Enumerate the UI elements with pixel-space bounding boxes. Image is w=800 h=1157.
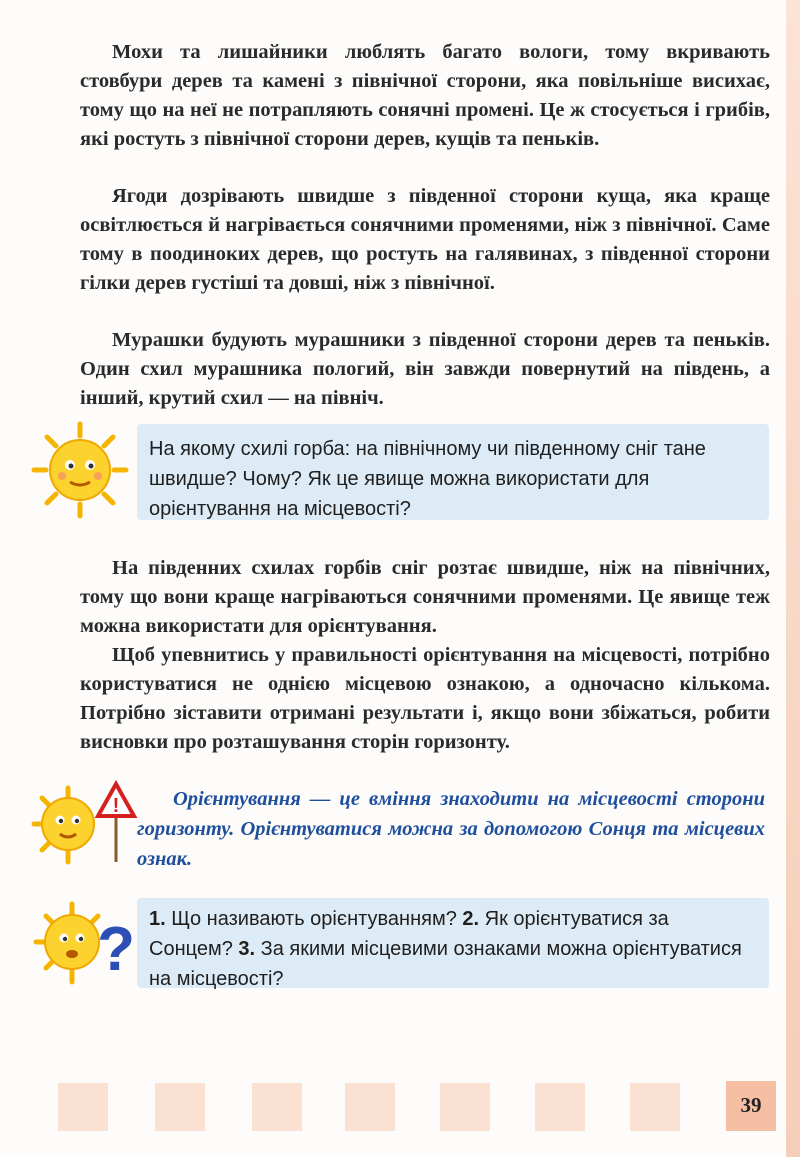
question-number-1: 1. xyxy=(149,908,166,930)
question-number-3: 3. xyxy=(238,938,256,960)
page-number: 39 xyxy=(740,1093,762,1117)
footer-square xyxy=(440,1083,490,1131)
footer-decoration xyxy=(0,1083,800,1131)
paragraph-verify: Щоб упевнитись у правильності орієнтування на місцевості, потрібно користуватися не однією місцевою ознакою, а одночасно кількома. Потрібно зіставити отримані результати і, якщо вони збіжаться, робити висновки про розташування сторін горизонту. xyxy=(80,644,770,753)
svg-text:?: ? xyxy=(97,915,135,984)
question-sun-icon xyxy=(30,900,135,990)
footer-square xyxy=(535,1083,585,1131)
thinking-sun-icon xyxy=(30,420,130,520)
warning-sun-icon xyxy=(28,782,134,868)
footer-square xyxy=(630,1083,680,1131)
definition-orientation: Орієнтування — це вміння знаходити на місцевості сторони горизонту. Орієнтуватися можна за допомогою Сонця та місцевих ознак. xyxy=(137,788,765,870)
question-box-snow xyxy=(137,424,769,520)
paragraph-slopes: На південних схилах горбів сніг розтає швидше, ніж на північних, тому що вони краще нагріваються сонячними променями. Це явище теж можна використати для орієнтування. xyxy=(80,557,770,637)
question-number-2: 2. xyxy=(462,908,480,930)
review-question-1: Що називають орієнтуванням? xyxy=(165,908,463,930)
paragraph-ants: Мурашки будують мурашники з південної сторони дерев та пеньків. Один схил мурашника пологий, він завжди повернутий на південь, а інший, крутий схил — на північ. xyxy=(80,329,770,409)
review-questions-box xyxy=(137,898,769,988)
svg-text:!: ! xyxy=(112,795,120,817)
right-margin-strip xyxy=(786,0,800,1157)
review-question-3: За якими місцевими ознаками можна орієнтуватися на місцевості? xyxy=(149,938,742,990)
question-text: На якому схилі горба: на північному чи південному сніг тане швидше? Чому? Як це явище можна використати для орієнтування на місцевості? xyxy=(149,438,706,520)
paragraph-mosses: Мохи та лишайники люблять багато вологи, тому вкривають стовбури дерев та камені з північної сторони, яка повільніше висихає, тому що на неї не потрапляють сонячні промені. Це ж стосується і грибів, які ростуть з північної сторони дерев, кущів та пеньків. xyxy=(80,41,770,150)
paragraph-berries: Ягоди дозрівають швидше з південної сторони куща, яка краще освітлюється й нагрівається сонячними променями, ніж з північної. Саме тому в поодиноких дерев, що ростуть на галявинах, з південної сторони гілки дерев густіші та довші, ніж з північної. xyxy=(80,185,770,294)
review-question-2: Як орієнтуватися за Сонцем? xyxy=(149,908,669,960)
footer-square xyxy=(345,1083,395,1131)
footer-square xyxy=(155,1083,205,1131)
footer-square xyxy=(58,1083,108,1131)
footer-square xyxy=(252,1083,302,1131)
